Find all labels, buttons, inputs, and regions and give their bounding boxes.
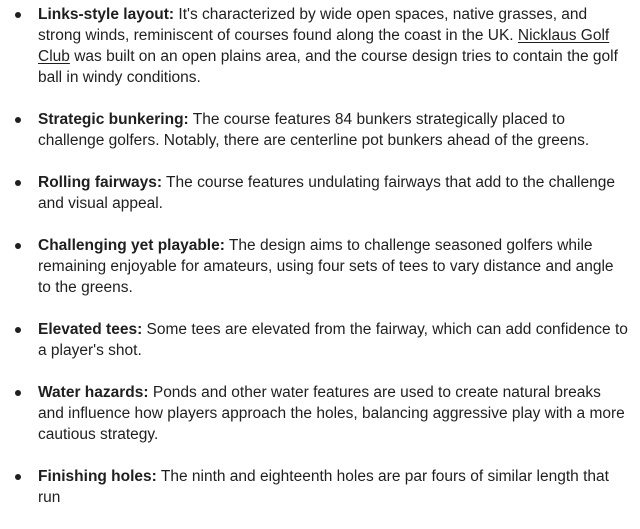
item-title: Challenging yet playable:: [38, 237, 225, 254]
list-item-challenging-yet-playable: [38, 235, 628, 298]
item-title: Water hazards:: [38, 384, 149, 401]
item-text-after: was built on an open plains area, and the course design tries to contain the golf ball in windy conditions.: [38, 48, 618, 86]
list-item-links-style-layout: [38, 4, 628, 88]
item-title: Strategic bunkering:: [38, 111, 189, 128]
list-item-water-hazards: [38, 382, 628, 445]
item-text: The course features 84 bunkers strategically placed to challenge golfers. Notably, there are centerline pot bunkers ahead of the greens.: [38, 111, 590, 149]
item-text: The ninth and eighteenth holes are par fours of similar length that run: [38, 468, 609, 506]
item-text: The course features undulating fairways that add to the challenge and visual appeal.: [38, 174, 615, 212]
item-title: Elevated tees:: [38, 321, 143, 338]
item-title: Rolling fairways:: [38, 174, 163, 191]
item-text: It's characterized by wide open spaces, native grasses, and strong winds, reminiscent of courses found along the coast in the UK.: [38, 6, 588, 44]
list-item-strategic-bunkering: [38, 109, 628, 151]
list-item-elevated-tees: [38, 319, 628, 361]
nicklaus-golf-club-link[interactable]: Nicklaus Golf Club: [38, 27, 610, 65]
item-text: The design aims to challenge seasoned golfers while remaining enjoyable for amateurs, using four sets of tees to vary distance and angle to the greens.: [38, 237, 614, 296]
list-item-finishing-holes: [38, 466, 628, 508]
list-item-rolling-fairways: [38, 172, 628, 214]
item-text: Ponds and other water features are used to create natural breaks and influence how players approach the holes, balancing aggressive play with a more cautious strategy.: [38, 384, 625, 443]
item-text: Some tees are elevated from the fairway, which can add confidence to a player's shot.: [38, 321, 628, 359]
item-title: Finishing holes:: [38, 468, 157, 485]
item-title: Links-style layout:: [38, 6, 175, 23]
feature-list: [38, 4, 628, 529]
